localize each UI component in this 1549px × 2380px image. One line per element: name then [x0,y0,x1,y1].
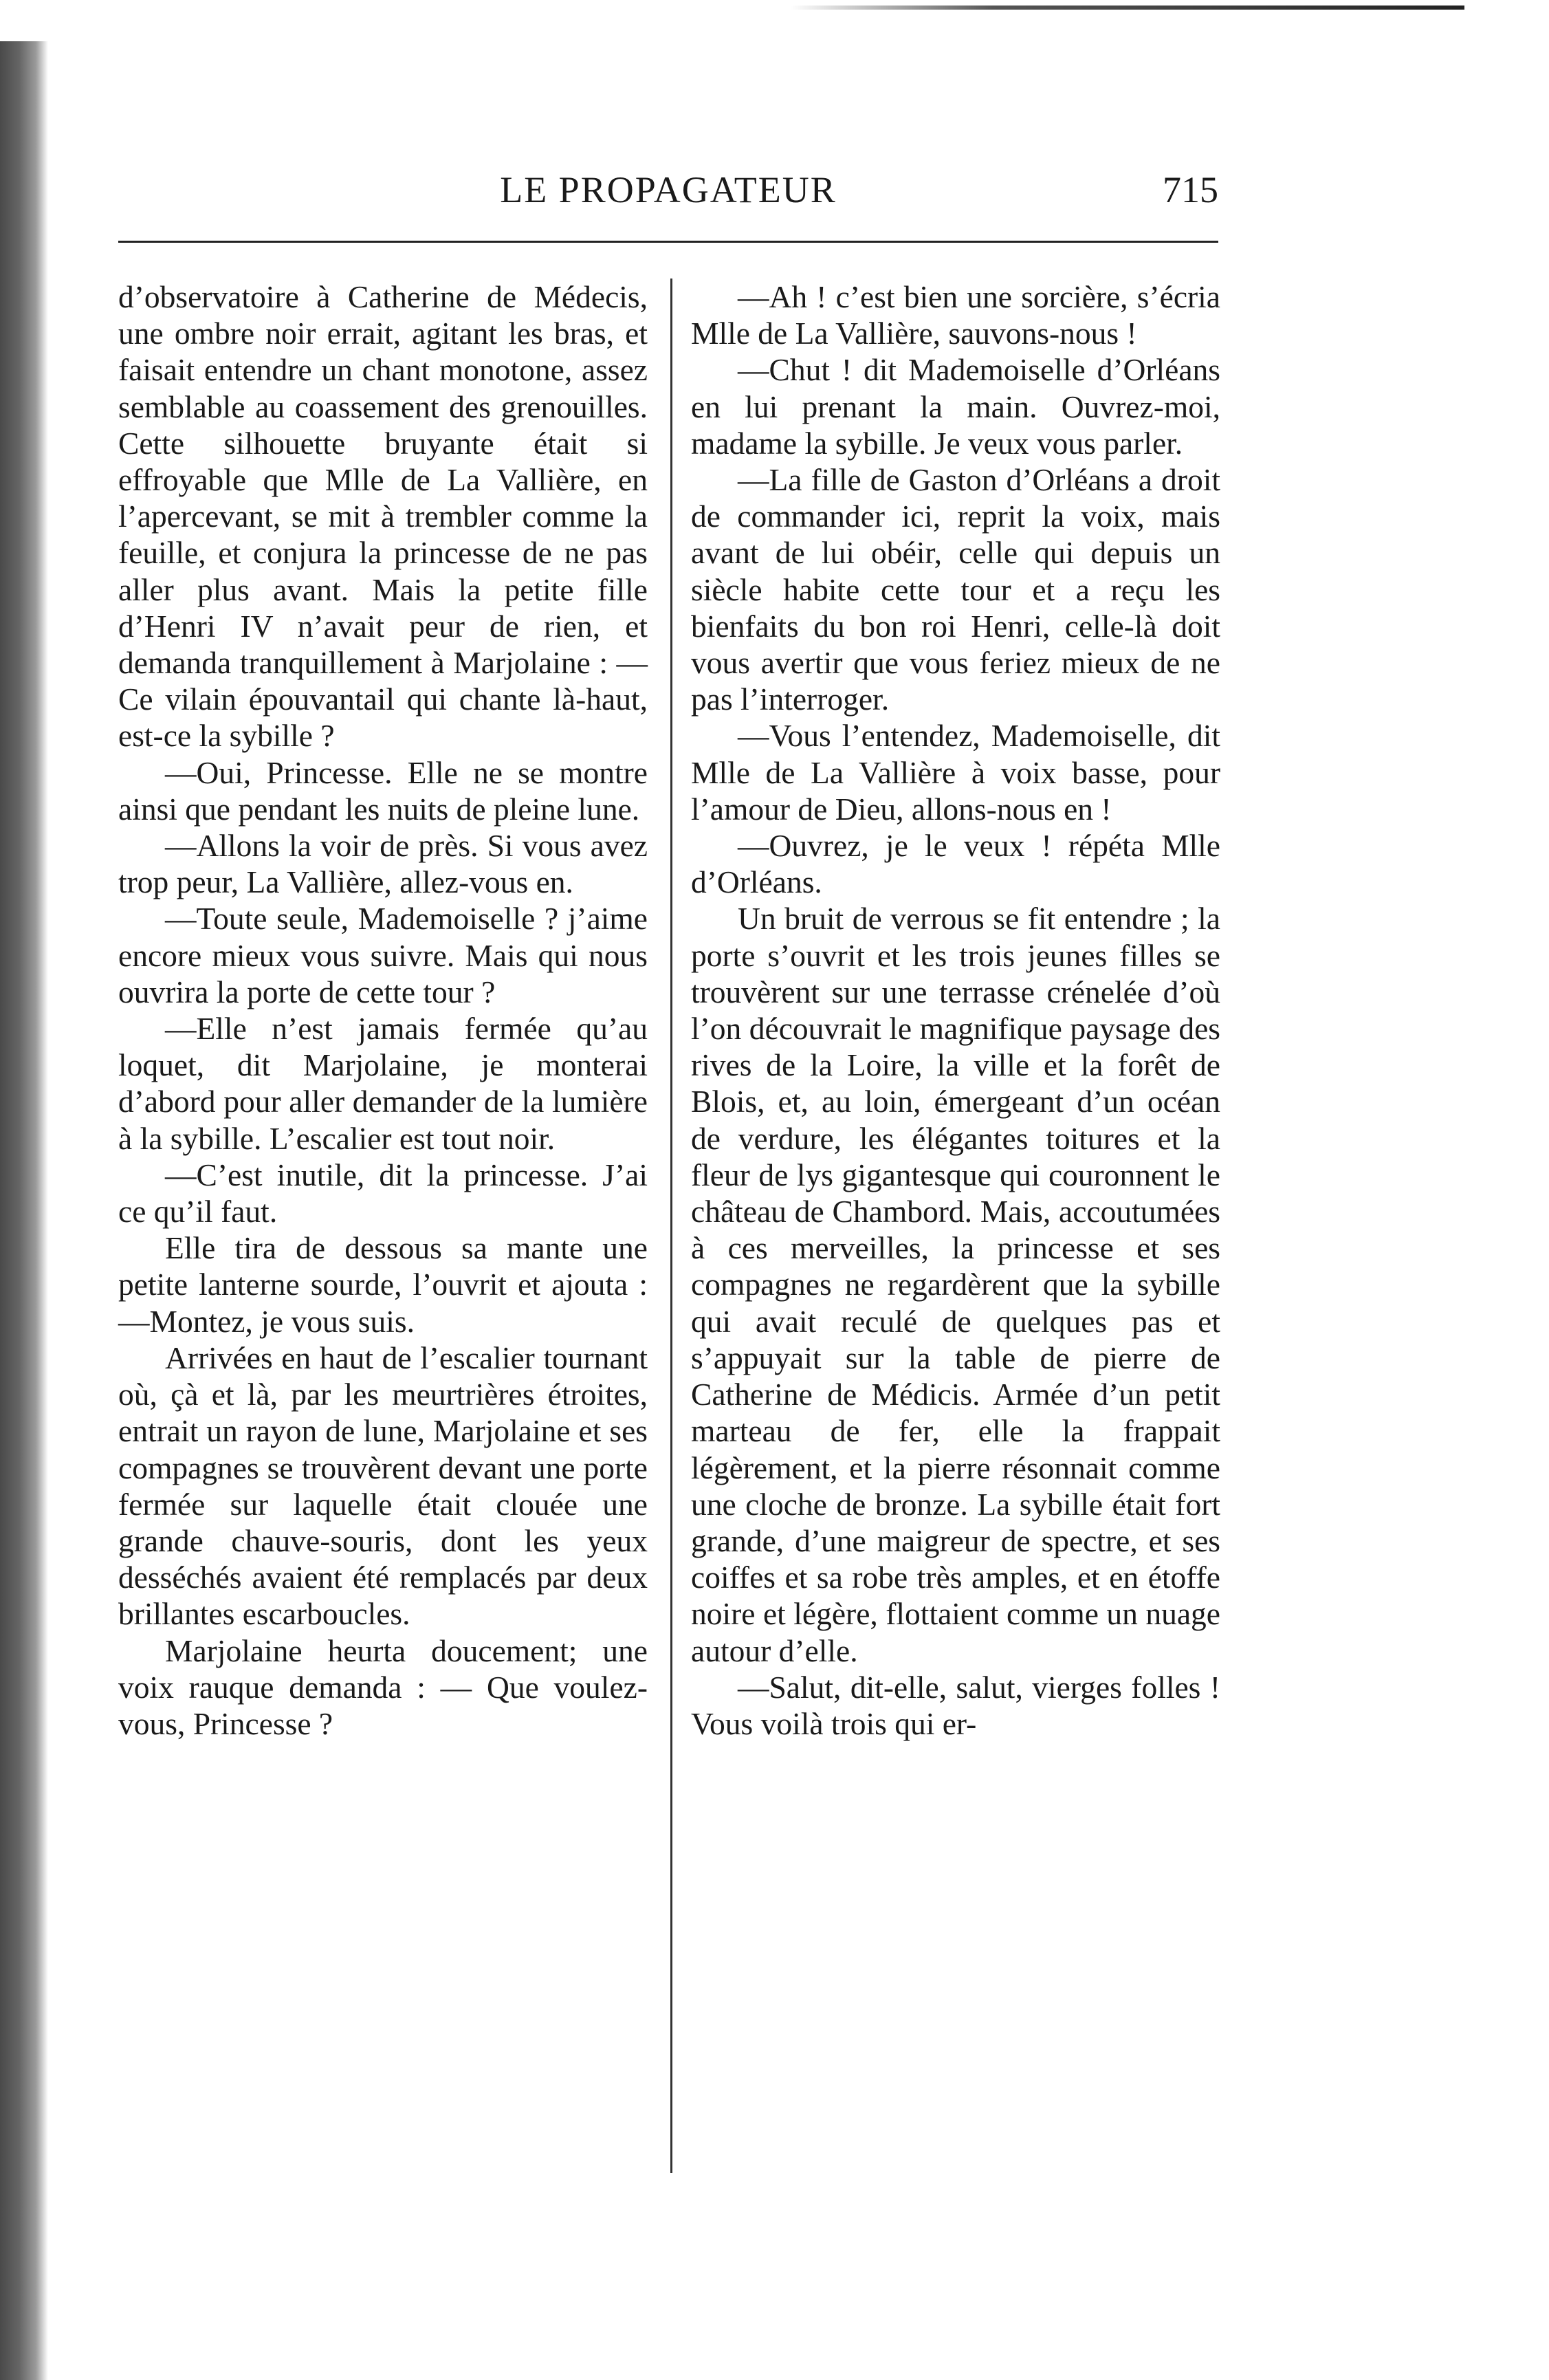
paragraph: —Toute seule, Mademoiselle ? j’aime encore mieux vous suivre. Mais qui nous ouvrira la porte de cette tour ? [118,901,648,1009]
paragraph: d’observatoire à Catherine de Médecis, une ombre noir errait, agitant les bras, et faisait entendre un chant monotone, assez semblable au coassement des grenouilles. Cette silhouette bruyante était si effroyable que Mlle de La Vallière, en l’apercevant, se mit à trembler comme la feuille, et conjura la princesse de ne pas aller plus avant. Mais la petite fille d’Henri IV n’avait peur de rien, et demanda tranquillement à Marjolaine : — Ce vilain épouvantail qui chante là-haut, est-ce la sybille ? [118,279,648,754]
scan-top-rule [791,6,1464,10]
running-title: LE PROPAGATEUR [500,169,837,210]
paragraph: Elle tira de dessous sa mante une petite lanterne sourde, l’ouvrit et ajouta :—Montez, je vous suis. [118,1230,648,1339]
scan-edge-shadow [0,41,48,2380]
paragraph: Arrivées en haut de l’escalier tournant où, çà et là, par les meurtrières étroites, entrait un rayon de lune, Marjolaine et ses compagnes se trouvèrent devant une porte fermée sur laquelle était clouée une grande chauve-souris, dont les yeux desséchés avaient été remplacés par deux brillantes escarboucles. [118,1340,648,1632]
paragraph: —La fille de Gaston d’Orléans a droit de commander ici, reprit la voix, mais avant de lui obéir, celle qui depuis un siècle habite cette tour et a reçu les bienfaits du bon roi Henri, celle-là doit vous avertir que vous feriez mieux de ne pas l’interroger. [691,462,1220,717]
paragraph: —C’est inutile, dit la princesse. J’ai ce qu’il faut. [118,1157,648,1230]
paragraph: —Chut ! dit Mademoiselle d’Orléans en lui prenant la main. Ouvrez-moi, madame la sybille. Je veux vous parler. [691,352,1220,461]
column-divider [670,279,672,2173]
right-column [691,279,1220,1742]
paragraph: —Salut, dit-elle, salut, vierges folles ! Vous voilà trois qui er- [691,1669,1220,1741]
paragraph: —Vous l’entendez, Mademoiselle, dit Mlle de La Vallière à voix basse, pour l’amour de Dieu, allons-nous en ! [691,718,1220,827]
paragraph: —Allons la voir de près. Si vous avez trop peur, La Vallière, allez-vous en. [118,828,648,900]
page-number: 715 [1163,169,1218,210]
paragraph: —Oui, Princesse. Elle ne se montre ainsi que pendant les nuits de pleine lune. [118,754,648,827]
paragraph: Marjolaine heurta doucement; une voix rauque demanda : — Que voulez-vous, Princesse ? [118,1633,648,1741]
running-head [118,168,1218,217]
left-column [118,279,648,1742]
paragraph: —Ah ! c’est bien une sorcière, s’écria Mlle de La Vallière, sauvons-nous ! [691,279,1220,351]
header-rule [118,241,1218,243]
paragraph: —Elle n’est jamais fermée qu’au loquet, dit Marjolaine, je monterai d’abord pour aller demander de la lumière à la sybille. L’escalier est tout noir. [118,1011,648,1156]
paragraph: Un bruit de verrous se fit entendre ; la porte s’ouvrit et les trois jeunes filles se trouvèrent sur une terrasse crénelée d’où l’on découvrait le magnifique paysage des rives de la Loire, la ville et la forêt de Blois, et, au loin, émergeant d’un océan de verdure, les élégantes toitures et la fleur de lys gigantesque qui couronnent le château de Chambord. Mais, accoutumées à ces merveilles, la princesse et ses compagnes ne regardèrent que la sybille qui avait reculé de quelques pas et s’appuyait sur la table de pierre de Catherine de Médicis. Armée d’un petit marteau de fer, elle la frappait légèrement, et la pierre résonnait comme une cloche de bronze. La sybille était fort grande, d’une maigreur de spectre, et ses coiffes et sa robe très amples, et en étoffe noire et légère, flottaient comme un nuage autour d’elle. [691,901,1220,1668]
paragraph: —Ouvrez, je le veux ! répéta Mlle d’Orléans. [691,828,1220,900]
